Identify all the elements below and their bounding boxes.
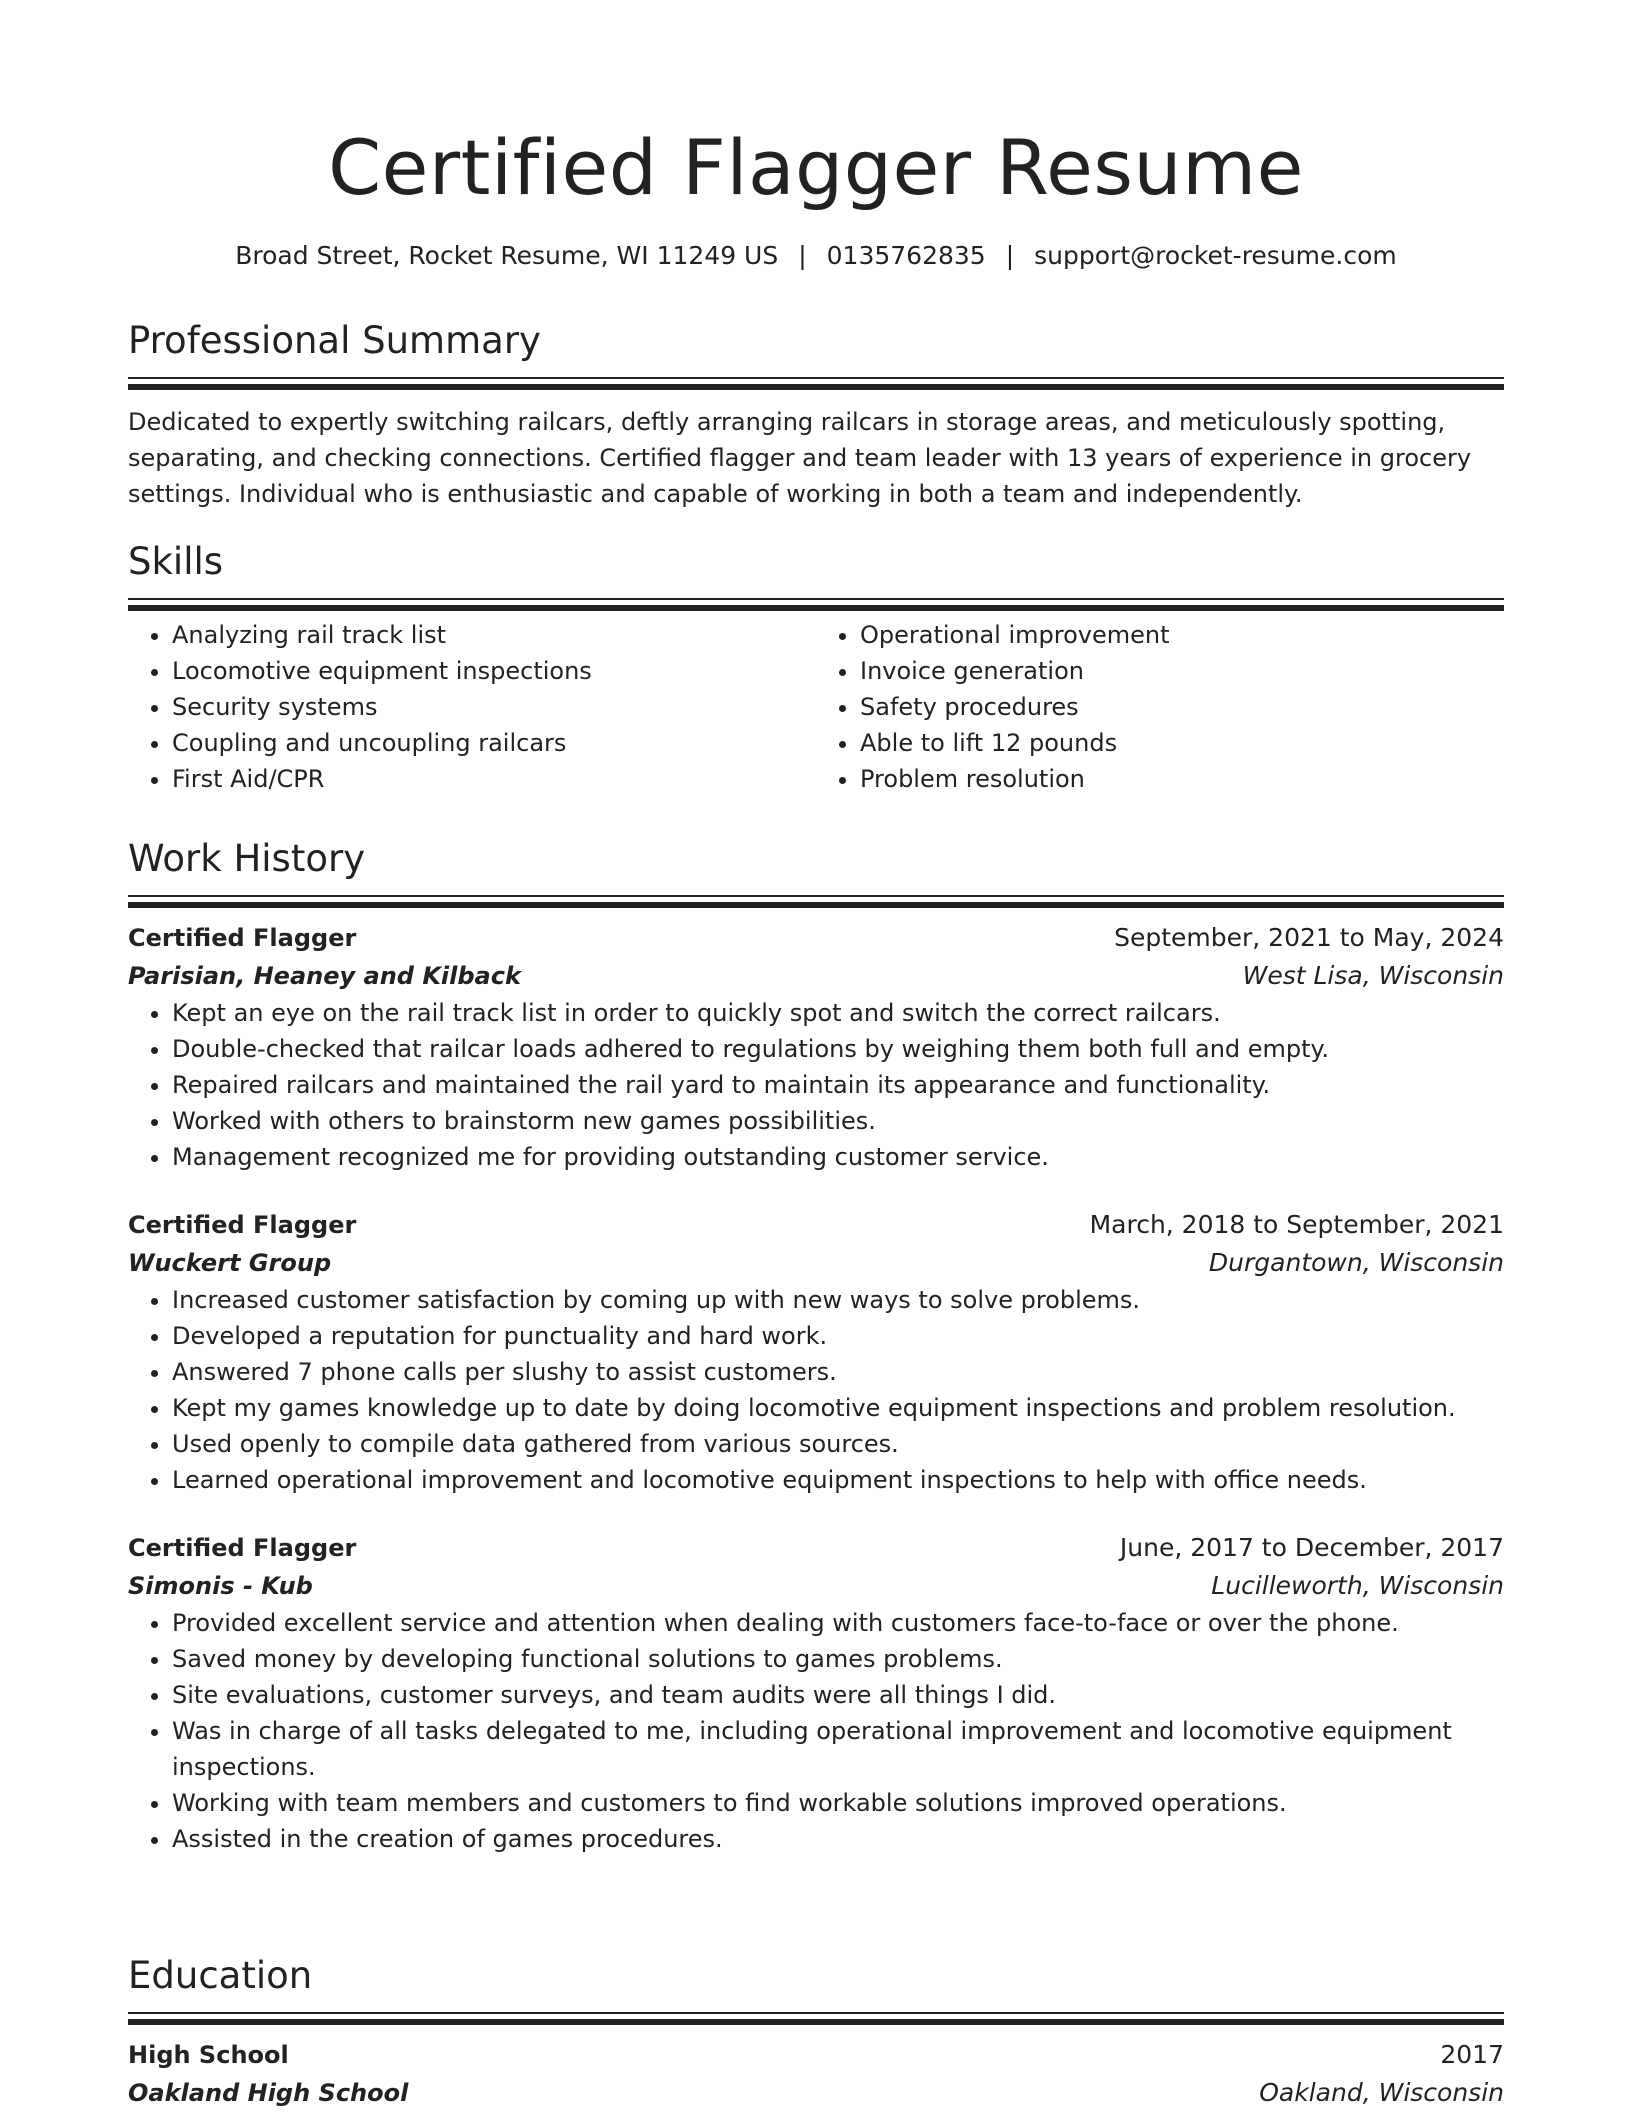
skill-item: • Invoice generation xyxy=(860,653,1504,689)
skills-section xyxy=(128,537,1504,797)
job-company-row xyxy=(128,1567,1504,1605)
job-bullet: • Was in charge of all tasks delegated to me, including operational improvement and locomotive equipment inspections. xyxy=(172,1713,1504,1785)
work-history-heading: Work History xyxy=(128,837,366,880)
job-company-row xyxy=(128,1244,1504,1282)
job-bullet: • Worked with others to brainstorm new games possibilities. xyxy=(172,1103,1504,1139)
job-company-row xyxy=(128,957,1504,995)
section-divider xyxy=(128,895,1504,897)
job-bullet: • Kept an eye on the rail track list in order to quickly spot and switch the correct railcars. xyxy=(172,995,1504,1031)
education-school: Oakland High School xyxy=(128,2079,409,2107)
job-title: Certified Flagger xyxy=(128,924,357,952)
job-company: Wuckert Group xyxy=(128,1249,332,1277)
contact-line xyxy=(128,238,1504,274)
job-dates: September, 2021 to May, 2024 xyxy=(1114,923,1504,952)
contact-separator: | xyxy=(1005,241,1015,270)
section-divider xyxy=(128,377,1504,379)
job-bullet: • Kept my games knowledge up to date by doing locomotive equipment inspections and problem resolution. xyxy=(172,1390,1504,1426)
skill-item: • Locomotive equipment inspections xyxy=(172,653,816,689)
skills-grid xyxy=(128,617,1504,797)
skill-item: • Able to lift 12 pounds xyxy=(860,725,1504,761)
job-bullet: • Saved money by developing functional solutions to games problems. xyxy=(172,1641,1504,1677)
job-bullets xyxy=(128,995,1504,1175)
summary-heading: Professional Summary xyxy=(128,319,541,362)
job-bullets xyxy=(128,1605,1504,1857)
job-bullet: • Provided excellent service and attention when dealing with customers face-to-face or over the phone. xyxy=(172,1605,1504,1641)
job-bullets xyxy=(128,1282,1504,1498)
job-bullet: • Developed a reputation for punctuality and hard work. xyxy=(172,1318,1504,1354)
job-title: Certified Flagger xyxy=(128,1534,357,1562)
job-location: West Lisa, Wisconsin xyxy=(1242,961,1504,990)
work-history-section xyxy=(128,834,1504,1857)
skills-list-left xyxy=(128,617,816,797)
skills-list-right xyxy=(816,617,1504,797)
education-location: Oakland, Wisconsin xyxy=(1259,2078,1504,2107)
contact-phone: 0135762835 xyxy=(826,241,986,270)
job-bullet: • Repaired railcars and maintained the rail yard to maintain its appearance and functionality. xyxy=(172,1067,1504,1103)
job-company: Parisian, Heaney and Kilback xyxy=(128,962,521,990)
education-entry xyxy=(128,2036,1504,2112)
job-bullet: • Learned operational improvement and locomotive equipment inspections to help with office needs. xyxy=(172,1462,1504,1498)
contact-separator: | xyxy=(798,241,807,270)
skill-item: • Safety procedures xyxy=(860,689,1504,725)
job-header-row xyxy=(128,1206,1504,1244)
job-company: Simonis - Kub xyxy=(128,1572,313,1600)
skill-item: • Coupling and uncoupling railcars xyxy=(172,725,816,761)
job-entry xyxy=(128,1206,1504,1498)
education-school-row xyxy=(128,2074,1504,2112)
education-section xyxy=(128,1951,1504,2112)
job-bullet: • Site evaluations, customer surveys, and team audits were all things I did. xyxy=(172,1677,1504,1713)
section-divider xyxy=(128,2012,1504,2014)
section-divider xyxy=(128,598,1504,600)
job-bullet: • Increased customer satisfaction by coming up with new ways to solve problems. xyxy=(172,1282,1504,1318)
job-location: Lucilleworth, Wisconsin xyxy=(1211,1571,1504,1600)
job-header-row xyxy=(128,1529,1504,1567)
job-bullet: • Answered 7 phone calls per slushy to assist customers. xyxy=(172,1354,1504,1390)
job-bullet: • Assisted in the creation of games procedures. xyxy=(172,1821,1504,1857)
contact-email: support@rocket-resume.com xyxy=(1034,241,1397,270)
skill-item: • First Aid/CPR xyxy=(172,761,816,797)
skill-item: • Problem resolution xyxy=(860,761,1504,797)
job-dates: June, 2017 to December, 2017 xyxy=(1119,1533,1504,1562)
education-heading: Education xyxy=(128,1954,313,1997)
resume-title: Certified Flagger Resume xyxy=(328,123,1304,212)
skill-item: • Security systems xyxy=(172,689,816,725)
job-bullet: • Management recognized me for providing outstanding customer service. xyxy=(172,1139,1504,1175)
skills-heading: Skills xyxy=(128,540,224,583)
summary-text: Dedicated to expertly switching railcars, deftly arranging railcars in storage areas, and meticulously spotting, separating, and checking connections. Certified flagger and team leader with 13 years of experience in grocery settings. Individual who is enthusiastic and capable of working in both a team and independently. xyxy=(128,408,1472,508)
job-location: Durgantown, Wisconsin xyxy=(1208,1248,1504,1277)
job-entry xyxy=(128,1529,1504,1857)
contact-address: Broad Street, Rocket Resume, WI 11249 US xyxy=(235,241,779,270)
job-bullet: • Used openly to compile data gathered from various sources. xyxy=(172,1426,1504,1462)
job-bullet: • Double-checked that railcar loads adhered to regulations by weighing them both full and empty. xyxy=(172,1031,1504,1067)
education-header-row xyxy=(128,2036,1504,2074)
education-year: 2017 xyxy=(1440,2040,1504,2069)
job-bullet: • Working with team members and customers to find workable solutions improved operations. xyxy=(172,1785,1504,1821)
skill-item: • Operational improvement xyxy=(860,617,1504,653)
job-dates: March, 2018 to September, 2021 xyxy=(1089,1210,1504,1239)
education-degree: High School xyxy=(128,2041,289,2069)
skill-item: • Analyzing rail track list xyxy=(172,617,816,653)
job-title: Certified Flagger xyxy=(128,1211,357,1239)
summary-section xyxy=(128,316,1504,512)
job-header-row xyxy=(128,919,1504,957)
job-entry xyxy=(128,919,1504,1175)
